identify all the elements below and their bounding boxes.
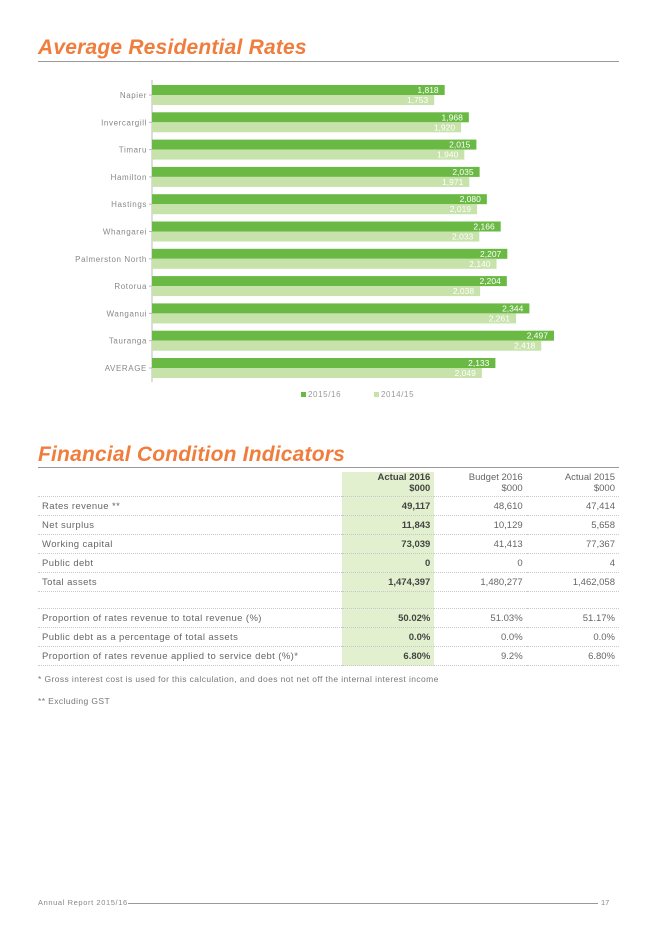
table-row <box>38 628 619 647</box>
data-label: 2,015 <box>449 139 471 150</box>
cell-value <box>342 592 434 609</box>
header-blank <box>38 472 342 497</box>
bar-2014-15 <box>152 259 497 269</box>
row-label: Public debt <box>38 554 342 573</box>
cell-value: 47,414 <box>527 497 619 516</box>
column-header: Budget 2016 $000 <box>434 472 526 497</box>
section-title-rates: Average Residential Rates <box>38 36 307 59</box>
cell-value: 49,117 <box>342 497 434 516</box>
bar-2014-15 <box>152 177 469 187</box>
bar-2014-15 <box>152 313 516 323</box>
cell-value: 41,413 <box>434 535 526 554</box>
data-label: 2,035 <box>452 166 474 177</box>
cell-value: 77,367 <box>527 535 619 554</box>
footnote: ** Excluding GST <box>38 696 111 706</box>
legend-swatch <box>301 392 306 397</box>
page-number: 17 <box>601 898 610 907</box>
cell-value: 51.17% <box>527 609 619 628</box>
financial-indicators-table <box>38 472 619 666</box>
data-label: 2,344 <box>502 303 524 314</box>
bar-2015-16 <box>152 140 476 150</box>
category-tick-label: Napier <box>119 91 147 100</box>
bar-2015-16 <box>152 167 480 177</box>
category-tick-label: AVERAGE <box>104 364 147 373</box>
data-label: 2,166 <box>473 221 495 232</box>
cell-value: 1,462,058 <box>527 573 619 592</box>
data-label: 2,080 <box>459 194 481 205</box>
cell-value: 1,474,397 <box>342 573 434 592</box>
data-label: 1,818 <box>417 85 439 95</box>
row-label: Total assets <box>38 573 342 592</box>
data-label: 2,261 <box>488 313 511 324</box>
category-tick-label: Timaru <box>118 145 147 155</box>
bar-2015-16 <box>152 331 554 341</box>
bar-2015-16 <box>152 276 507 286</box>
footnote: * Gross interest cost is used for this calculation, and does not net off the internal interest income <box>38 674 439 684</box>
cell-value: 73,039 <box>342 535 434 554</box>
table-row <box>38 497 619 516</box>
table-row <box>38 609 619 628</box>
bar-2015-16 <box>152 303 529 313</box>
column-header: Actual 2015 $000 <box>527 472 619 497</box>
category-tick-label: Invercargill <box>101 118 147 128</box>
data-label: 2,133 <box>468 358 490 368</box>
bar-2014-15 <box>152 150 464 160</box>
column-header: Actual 2016 $000 <box>342 472 434 497</box>
cell-value: 48,610 <box>434 497 526 516</box>
cell-value: 0 <box>434 554 526 573</box>
table-row <box>38 535 619 554</box>
rates-bar-chart <box>0 80 656 410</box>
data-label: 1,971 <box>442 176 464 187</box>
cell-value: 6.80% <box>527 647 619 666</box>
cell-value: 0.0% <box>342 628 434 647</box>
footer-text: Annual Report 2015/16 <box>38 898 128 907</box>
row-label: Rates revenue ** <box>38 497 342 516</box>
data-label: 1,753 <box>406 95 429 105</box>
title-rule <box>38 61 619 62</box>
data-label: 2,418 <box>514 340 536 351</box>
cell-value: 4 <box>527 554 619 573</box>
row-label: Working capital <box>38 535 342 554</box>
row-label: Proportion of rates revenue to total revenue (%) <box>38 609 342 628</box>
bar-2014-15 <box>152 122 461 132</box>
data-label: 2,207 <box>480 248 502 259</box>
cell-value: 9.2% <box>434 647 526 666</box>
legend-entry: 2014/15 <box>381 390 415 399</box>
bar-2014-15 <box>152 341 541 351</box>
bar-2014-15 <box>152 204 477 214</box>
data-label: 2,140 <box>469 258 491 269</box>
table-row <box>38 573 619 592</box>
table-row <box>38 516 619 535</box>
cell-value: 6.80% <box>342 647 434 666</box>
legend-swatch <box>374 392 379 397</box>
category-tick-label: Hamilton <box>110 172 147 182</box>
bar-2014-15 <box>152 95 434 105</box>
category-tick-label: Rotorua <box>114 282 147 292</box>
data-label: 2,049 <box>454 368 476 378</box>
table-header-row <box>38 472 619 497</box>
cell-value: 51.03% <box>434 609 526 628</box>
bar-2015-16 <box>152 358 495 368</box>
legend-entry: 2015/16 <box>308 390 342 399</box>
cell-value: 0.0% <box>434 628 526 647</box>
cell-value: 5,658 <box>527 516 619 535</box>
row-label: Proportion of rates revenue applied to service debt (%)* <box>38 647 342 666</box>
data-label: 1,968 <box>441 112 463 123</box>
data-label: 2,033 <box>452 231 474 242</box>
footer-rule <box>128 903 598 904</box>
table-row <box>38 647 619 666</box>
bar-2015-16 <box>152 85 445 95</box>
cell-value: 11,843 <box>342 516 434 535</box>
category-tick-label: Tauranga <box>108 336 147 346</box>
category-tick-label: Palmerston North <box>75 254 147 264</box>
row-label <box>38 592 342 609</box>
category-tick-label: Wanganui <box>106 309 147 319</box>
category-tick-label: Hastings <box>111 200 147 210</box>
data-label: 1,940 <box>437 149 459 160</box>
table-row <box>38 592 619 609</box>
section-title-indicators: Financial Condition Indicators <box>38 443 346 466</box>
bar-2015-16 <box>152 112 469 122</box>
row-label: Net surplus <box>38 516 342 535</box>
data-label: 2,038 <box>452 286 475 297</box>
cell-value: 50.02% <box>342 609 434 628</box>
title-rule <box>38 467 619 468</box>
table-row <box>38 554 619 573</box>
data-label: 1,920 <box>433 122 456 133</box>
cell-value: 0.0% <box>527 628 619 647</box>
bar-2015-16 <box>152 249 507 259</box>
data-label: 2,204 <box>479 276 501 287</box>
cell-value: 0 <box>342 554 434 573</box>
category-tick-label: Whangarei <box>102 227 147 237</box>
bar-2015-16 <box>152 222 501 232</box>
row-label: Public debt as a percentage of total assets <box>38 628 342 647</box>
bar-2014-15 <box>152 286 480 296</box>
bar-2014-15 <box>152 232 479 242</box>
cell-value <box>527 592 619 609</box>
bar-2015-16 <box>152 194 487 204</box>
cell-value <box>434 592 526 609</box>
cell-value: 1,480,277 <box>434 573 526 592</box>
bar-2014-15 <box>152 368 482 378</box>
data-label: 2,497 <box>526 330 548 341</box>
data-label: 2,019 <box>449 204 472 215</box>
cell-value: 10,129 <box>434 516 526 535</box>
